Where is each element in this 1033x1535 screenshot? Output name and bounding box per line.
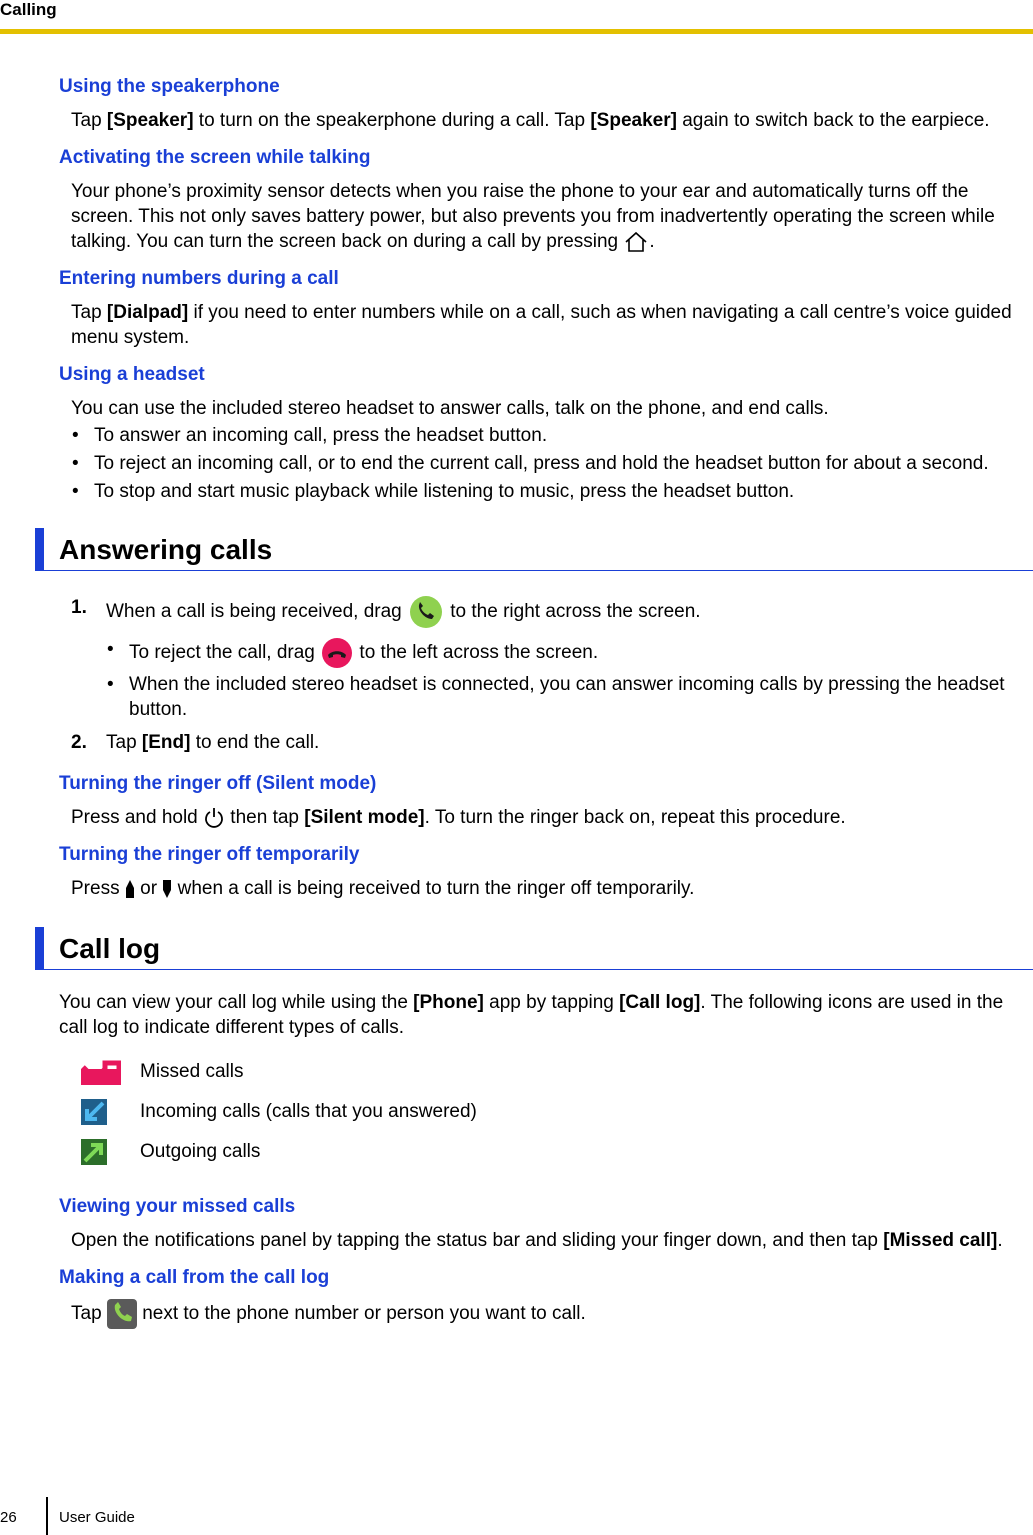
paragraph-call-log: You can view your call log while using the [Phone] app by tapping [Call log]. The following icons are used in the call log to indicate different types of calls. xyxy=(59,992,1004,1038)
section-bar xyxy=(35,528,44,570)
paragraph-speakerphone: Tap [Speaker] to turn on the speakerphone during a call. Tap [Speaker] again to switch back to the earpiece. xyxy=(71,110,990,131)
power-icon xyxy=(203,807,225,829)
paragraph-ringer-temporarily: Press or when a call is being received to turn the ringer off temporarily. xyxy=(71,878,695,899)
paragraph-entering-numbers: Tap [Dialpad] if you need to enter numbers while on a call, such as when navigating a call centre’s voice guided menu system. xyxy=(71,302,1012,348)
list-item: • To reject an incoming call, or to end the current call, press and hold the headset button for about a second. xyxy=(71,451,1033,476)
section-bar xyxy=(35,927,44,969)
heading-ringer-temporarily: Turning the ringer off temporarily xyxy=(59,844,360,865)
list-item: • To answer an incoming call, press the headset button. xyxy=(71,423,1033,448)
paragraph-call-from-log: Tap next to the phone number or person you want to call. xyxy=(71,1299,1033,1329)
step-2: 2. Tap [End] to end the call. xyxy=(71,732,320,753)
missed-call-icon xyxy=(81,1059,121,1085)
paragraph-missed-calls: Open the notifications panel by tapping the status bar and sliding your finger down, and then tap [Missed call]. xyxy=(71,1230,1003,1251)
footer-separator xyxy=(46,1497,48,1535)
step-1: 1. When a call is being received, drag to the right across the screen. • To reject the call, drag to the left across the screen. • When the included stereo headset is connected, you can answer incoming calls by pressing the headset button. xyxy=(71,595,1033,722)
heading-call-from-log: Making a call from the call log xyxy=(59,1267,330,1288)
volume-down-icon xyxy=(162,879,172,899)
icon-row-missed: Missed calls xyxy=(81,1058,1033,1086)
footer-guide-title: User Guide xyxy=(59,1509,135,1526)
list-item: • To reject the call, drag to the left across the screen. xyxy=(106,637,1033,669)
phone-call-icon xyxy=(107,1299,137,1329)
paragraph-headset: You can use the included stereo headset to answer calls, talk on the phone, and end calls. xyxy=(71,398,829,419)
heading-screen-talking: Activating the screen while talking xyxy=(59,147,371,168)
list-item: • When the included stereo headset is connected, you can answer incoming calls by pressing the headset button. xyxy=(106,672,1033,722)
answer-steps xyxy=(71,595,1033,755)
header-rule xyxy=(0,29,1033,34)
section-answering-calls: Answering calls xyxy=(35,528,1033,571)
step-1-notes xyxy=(106,637,1033,722)
heading-headset: Using a headset xyxy=(59,364,205,385)
headset-list xyxy=(71,423,1033,504)
heading-entering-numbers: Entering numbers during a call xyxy=(59,268,339,289)
volume-up-icon xyxy=(125,879,135,899)
section-call-log: Call log xyxy=(35,927,1033,970)
reject-call-icon xyxy=(320,637,354,669)
paragraph-silent-mode: Press and hold then tap [Silent mode]. To turn the ringer back on, repeat this procedure. xyxy=(71,807,846,828)
heading-silent-mode: Turning the ringer off (Silent mode) xyxy=(59,773,377,794)
page-content xyxy=(59,76,1033,1343)
icon-row-incoming: Incoming calls (calls that you answered) xyxy=(81,1098,1033,1126)
icon-row-outgoing: Outgoing calls xyxy=(81,1138,1033,1166)
incoming-call-icon xyxy=(81,1099,107,1125)
heading-speakerphone: Using the speakerphone xyxy=(59,76,280,97)
heading-missed-calls: Viewing your missed calls xyxy=(59,1196,296,1217)
running-header: Calling xyxy=(0,0,57,19)
outgoing-call-icon xyxy=(81,1139,107,1165)
paragraph-screen-talking: Your phone’s proximity sensor detects when you raise the phone to your ear and automatically turns off the screen. This not only saves battery power, but also prevents you from inadvertently operating the screen while talking. You can turn the screen back on during a call by pressing . xyxy=(71,181,995,252)
page-number: 26 xyxy=(0,1509,17,1526)
list-item: • To stop and start music playback while listening to music, press the headset button. xyxy=(71,479,1033,504)
home-icon xyxy=(623,231,649,253)
answer-call-icon xyxy=(407,595,445,629)
